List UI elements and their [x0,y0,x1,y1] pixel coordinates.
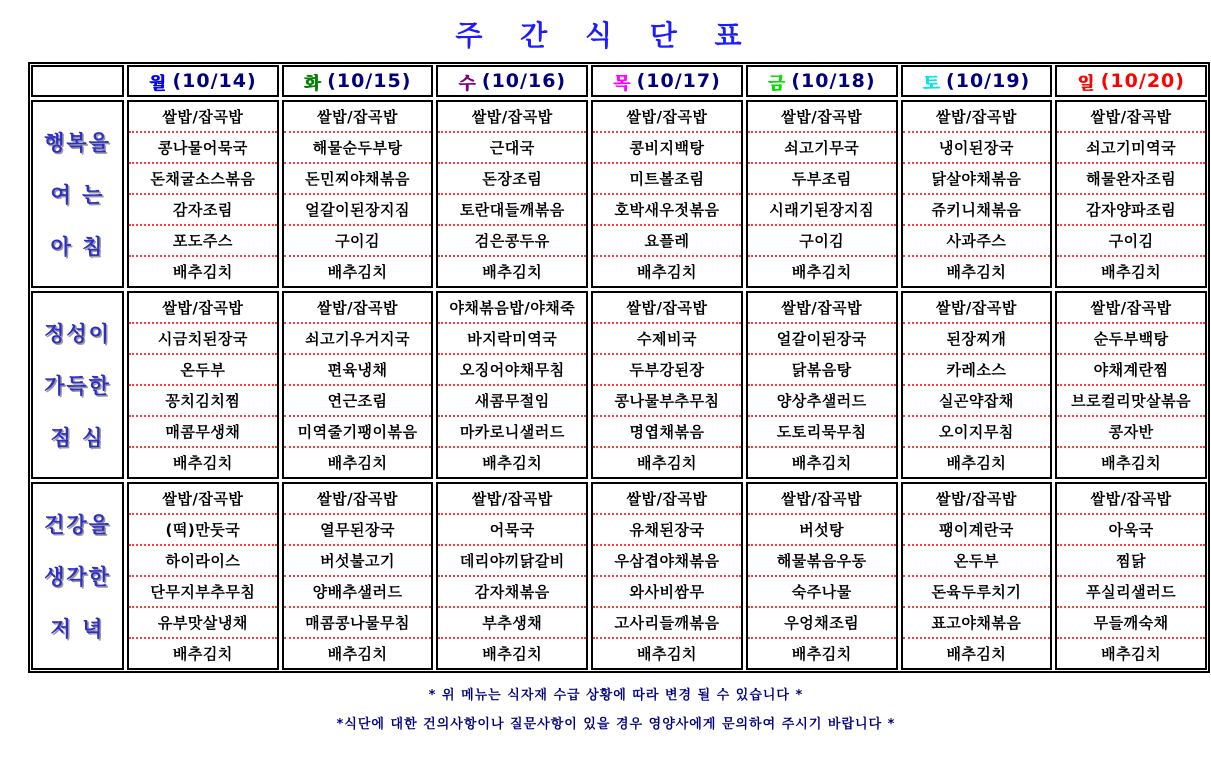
menu-item: 얼갈이된장지짐 [284,193,432,224]
menu-item: 배추김치 [284,446,432,477]
menu-item: 포도주스 [129,224,277,255]
meal-label-dinner-line-2: 생각한 [44,565,111,589]
menu-item: 쌀밥/잡곡밥 [162,490,244,508]
menu-item: 쌀밥/잡곡밥 [317,299,399,317]
menu-item: 하이라이스 [129,544,277,575]
menu-item: 콩비지백탕 [593,131,741,162]
menu-item: 감자채볶음 [438,575,586,606]
menu-item: 쌀밥/잡곡밥 [626,490,708,508]
day-date-1: (10/14) [172,70,257,92]
menu-item: 쌀밥/잡곡밥 [471,490,553,508]
menu-item: 돈육두루치기 [903,575,1051,606]
menu-item: 유부맛살냉채 [129,606,277,637]
menu-cell-lunch-day-5 [746,291,898,479]
menu-item: 호박새우젓볶음 [593,193,741,224]
menu-item: 구이김 [284,224,432,255]
menu-item: 표고야채볶음 [903,606,1051,637]
menu-item: 고사리들깨볶음 [593,606,741,637]
menu-item: 데리야끼닭갈비 [438,544,586,575]
menu-cell-lunch-day-2 [282,291,434,479]
menu-item: 명엽채볶음 [593,415,741,446]
menu-item: 돈민찌야채볶음 [284,162,432,193]
menu-item: 해물볶음우동 [748,544,896,575]
menu-item: 꽁치김치찜 [129,384,277,415]
menu-item: 쌀밥/잡곡밥 [1090,490,1172,508]
monday-ornament-icon: 월 [149,73,166,94]
menu-item: 버섯불고기 [284,544,432,575]
menu-item: 오이지무침 [903,415,1051,446]
menu-item: 쇠고기무국 [748,131,896,162]
menu-item: 찜닭 [1057,544,1205,575]
menu-item: 쌀밥/잡곡밥 [1090,299,1172,317]
day-date-5: (10/18) [791,70,876,92]
meal-label-lunch-line-3: 점 심 [50,426,105,450]
menu-item: (떡)만둣국 [129,513,277,544]
weekly-menu-table [28,62,1210,673]
page-title: 주 간 식 단 표 [455,19,756,52]
day-header-1 [127,65,279,97]
day-header-7 [1055,65,1207,97]
menu-cell-dinner-day-7 [1055,482,1207,670]
menu-item: 열무된장국 [284,513,432,544]
meal-label-dinner [31,482,124,670]
menu-item: 해물완자조림 [1057,162,1205,193]
menu-item: 배추김치 [593,255,741,286]
menu-item: 배추김치 [748,637,896,668]
menu-cell-lunch-day-1 [127,291,279,479]
menu-item: 온두부 [129,353,277,384]
menu-item: 쌀밥/잡곡밥 [781,490,863,508]
menu-item: 와사비쌈무 [593,575,741,606]
menu-item: 배추김치 [438,446,586,477]
day-date-4: (10/17) [636,70,721,92]
menu-item: 배추김치 [129,637,277,668]
day-date-3: (10/16) [481,70,567,92]
corner-cell [31,65,124,97]
menu-item: 쌀밥/잡곡밥 [317,108,399,126]
menu-item: 배추김치 [1057,446,1205,477]
menu-item: 야채볶음밥/야채죽 [449,299,576,317]
menu-item: 편육냉채 [284,353,432,384]
menu-item: 쌀밥/잡곡밥 [162,108,244,126]
menu-item: 마카로니샐러드 [438,415,586,446]
day-header-3 [436,65,588,97]
menu-item: 부추생채 [438,606,586,637]
menu-cell-dinner-day-4 [591,482,743,670]
menu-cell-dinner-day-6 [901,482,1053,670]
menu-cell-breakfast-day-1 [127,100,279,288]
menu-cell-breakfast-day-5 [746,100,898,288]
menu-item: 배추김치 [129,446,277,477]
menu-item: 유채된장국 [593,513,741,544]
menu-item: 수제비국 [593,322,741,353]
meal-label-dinner-line-3: 저 녁 [50,617,105,641]
meal-label-breakfast-line-1: 행복을 [44,131,111,155]
menu-item: 구이김 [748,224,896,255]
menu-item: 배추김치 [903,446,1051,477]
menu-item: 쌀밥/잡곡밥 [626,108,708,126]
menu-item: 콩나물어묵국 [129,131,277,162]
menu-cell-breakfast-day-3 [436,100,588,288]
menu-item: 배추김치 [129,255,277,286]
menu-item: 단무지부추무침 [129,575,277,606]
menu-item: 숙주나물 [748,575,896,606]
menu-item: 쌀밥/잡곡밥 [781,108,863,126]
meal-label-breakfast-line-2: 여 는 [50,183,105,207]
menu-item: 요플레 [593,224,741,255]
day-date-7: (10/20) [1100,70,1185,92]
meal-label-lunch-line-2: 가득한 [44,374,111,398]
menu-item: 오징어야채무침 [438,353,586,384]
friday-ornament-icon: 금 [767,73,785,94]
menu-item: 구이김 [1057,224,1205,255]
menu-item: 해물순두부탕 [284,131,432,162]
menu-item: 쌀밥/잡곡밥 [935,108,1017,126]
menu-item: 배추김치 [593,637,741,668]
day-header-4 [591,65,743,97]
menu-item: 새콤무절임 [438,384,586,415]
menu-item: 두부조림 [748,162,896,193]
day-header-2 [282,65,434,97]
menu-item: 배추김치 [438,637,586,668]
menu-item: 연근조림 [284,384,432,415]
menu-item: 배추김치 [1057,255,1205,286]
menu-cell-lunch-day-3 [436,291,588,479]
thursday-ornament-icon: 목 [613,73,630,94]
menu-item: 돈채굴소스볶음 [129,162,277,193]
menu-item: 매콤무생채 [129,415,277,446]
menu-cell-dinner-day-2 [282,482,434,670]
day-header-5 [746,65,898,97]
menu-item: 우삼겹야채볶음 [593,544,741,575]
menu-item: 시금치된장국 [129,322,277,353]
menu-item: 얼갈이된장국 [748,322,896,353]
menu-item: 쌀밥/잡곡밥 [626,299,708,317]
meal-label-lunch-line-1: 정성이 [44,322,111,346]
menu-cell-lunch-day-7 [1055,291,1207,479]
menu-item: 닭볶음탕 [748,353,896,384]
menu-cell-lunch-day-6 [901,291,1053,479]
menu-item: 야채계란찜 [1057,353,1205,384]
menu-item: 감자조림 [129,193,277,224]
menu-item: 푸실리샐러드 [1057,575,1205,606]
saturday-ornament-icon: 토 [922,73,940,94]
menu-item: 매콤콩나물무침 [284,606,432,637]
menu-item: 배추김치 [593,446,741,477]
menu-item: 아욱국 [1057,513,1205,544]
menu-item: 쇠고기미역국 [1057,131,1205,162]
wednesday-ornament-icon: 수 [458,73,475,94]
menu-item: 온두부 [903,544,1051,575]
footer-notes [28,684,1204,742]
menu-cell-dinner-day-3 [436,482,588,670]
menu-item: 바지락미역국 [438,322,586,353]
menu-item: 배추김치 [903,255,1051,286]
meal-label-lunch [31,291,124,479]
menu-item: 쥬키니채볶음 [903,193,1051,224]
menu-item: 토란대들깨볶음 [438,193,586,224]
day-date-2: (10/15) [327,70,412,92]
menu-item: 미트볼조림 [593,162,741,193]
menu-item: 콩나물부추무침 [593,384,741,415]
menu-item: 배추김치 [748,255,896,286]
menu-item: 팽이계란국 [903,513,1051,544]
day-date-6: (10/19) [946,70,1031,92]
menu-item: 양상추샐러드 [748,384,896,415]
menu-item: 돈장조림 [438,162,586,193]
menu-cell-breakfast-day-4 [591,100,743,288]
menu-item: 쌀밥/잡곡밥 [781,299,863,317]
menu-item: 배추김치 [284,637,432,668]
menu-cell-breakfast-day-7 [1055,100,1207,288]
menu-item: 우엉채조림 [748,606,896,637]
menu-item: 근대국 [438,131,586,162]
menu-item: 닭살야채볶음 [903,162,1051,193]
day-header-6 [901,65,1053,97]
menu-cell-breakfast-day-6 [901,100,1053,288]
menu-item: 감자양파조림 [1057,193,1205,224]
meal-label-breakfast-line-3: 아 침 [50,235,105,259]
menu-item: 미역줄기팽이볶음 [284,415,432,446]
menu-item: 카레소스 [903,353,1051,384]
menu-item: 쌀밥/잡곡밥 [471,108,553,126]
menu-item: 시래기된장지짐 [748,193,896,224]
meal-label-dinner-line-1: 건강을 [44,513,111,537]
menu-item: 냉이된장국 [903,131,1051,162]
menu-item: 사과주스 [903,224,1051,255]
menu-item: 콩자반 [1057,415,1205,446]
menu-item: 쌀밥/잡곡밥 [162,299,244,317]
menu-item: 양배추샐러드 [284,575,432,606]
menu-item: 쌀밥/잡곡밥 [935,490,1017,508]
menu-item: 배추김치 [903,637,1051,668]
menu-item: 두부강된장 [593,353,741,384]
menu-item: 배추김치 [284,255,432,286]
menu-cell-lunch-day-4 [591,291,743,479]
menu-item: 버섯탕 [748,513,896,544]
menu-item: 쌀밥/잡곡밥 [317,490,399,508]
menu-item: 쌀밥/잡곡밥 [1090,108,1172,126]
menu-item: 실곤약잡채 [903,384,1051,415]
sunday-ornament-icon: 일 [1077,73,1094,94]
menu-item: 무들깨숙채 [1057,606,1205,637]
meal-label-breakfast [31,100,124,288]
menu-item: 된장찌개 [903,322,1051,353]
tuesday-ornament-icon: 화 [303,73,321,94]
menu-item: 배추김치 [1057,637,1205,668]
footer-note-2: *식단에 대한 건의사항이나 질문사항이 있을 경우 영양사에게 문의하여 주시기 바랍니다 * [336,717,896,732]
menu-item: 도토리묵무침 [748,415,896,446]
menu-item: 쇠고기우거지국 [284,322,432,353]
menu-item: 검은콩두유 [438,224,586,255]
menu-cell-dinner-day-1 [127,482,279,670]
menu-item: 어묵국 [438,513,586,544]
menu-item: 배추김치 [438,255,586,286]
menu-item: 배추김치 [748,446,896,477]
menu-cell-dinner-day-5 [746,482,898,670]
menu-cell-breakfast-day-2 [282,100,434,288]
menu-item: 브로컬리맛살볶음 [1057,384,1205,415]
menu-item: 쌀밥/잡곡밥 [935,299,1017,317]
menu-item: 순두부백탕 [1057,322,1205,353]
footer-note-1: * 위 메뉴는 식자재 수급 상황에 따라 변경 될 수 있습니다 * [428,688,804,703]
